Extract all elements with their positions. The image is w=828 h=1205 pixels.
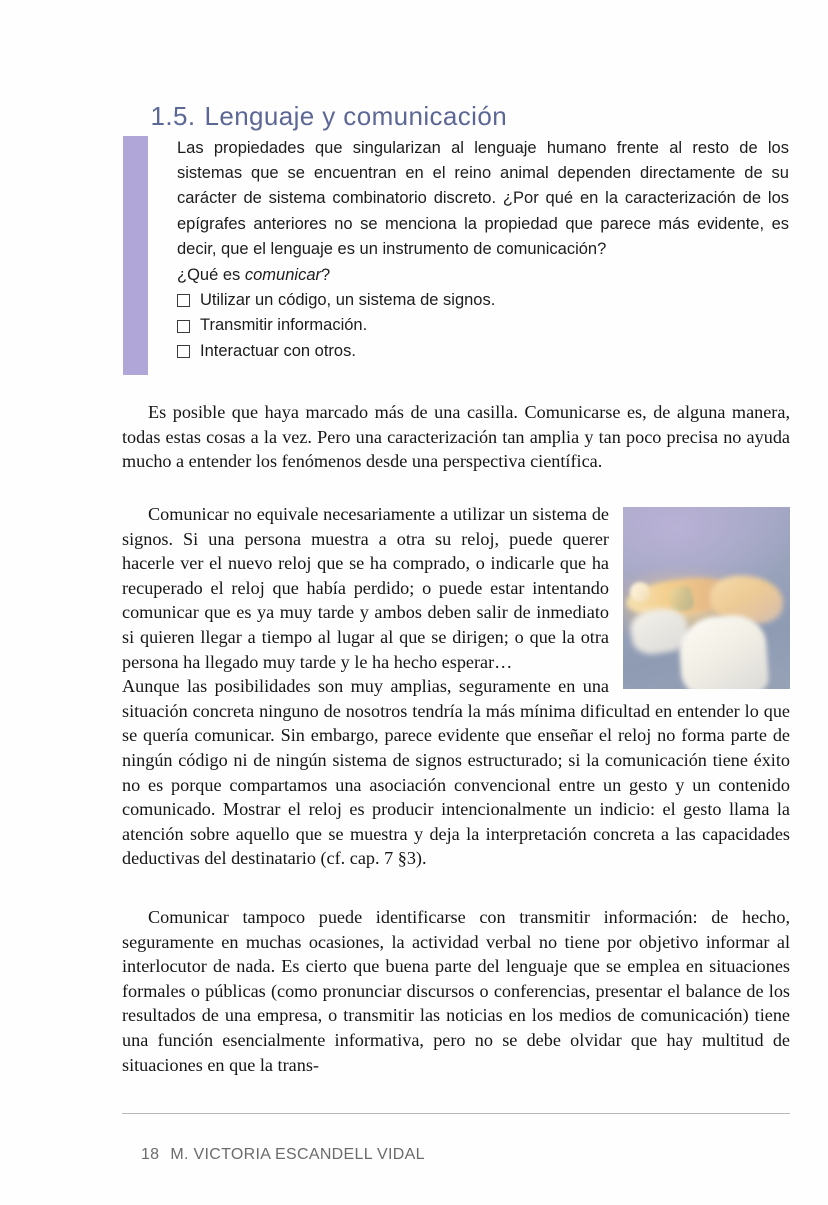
footer-divider [122, 1113, 790, 1114]
option-label: Transmitir información. [200, 316, 368, 335]
option-label: Utilizar un código, un sistema de signos. [200, 291, 496, 310]
list-item[interactable] [177, 339, 790, 364]
checkbox-icon[interactable] [177, 294, 190, 307]
footer-author: M. VICTORIA ESCANDELL VIDAL [170, 1146, 425, 1163]
body-paragraph-1: Es posible que haya marcado más de una casilla. Comunicarse es, de alguna manera, todas estas cosas a la vez. Pero una caracterización tan amplia y tan poco precisa no ayuda mucho a entender los fenómenos desde una perspectiva científica. [122, 402, 790, 472]
question-suffix: ? [321, 266, 331, 285]
section-title-text: Lenguaje y comunicación [204, 101, 508, 131]
checkbox-icon[interactable] [177, 320, 190, 333]
photo-finger [630, 582, 650, 602]
body-paragraph-4-container [122, 905, 790, 1077]
list-item[interactable] [177, 288, 790, 313]
activity-option-list [177, 288, 790, 364]
page-number: 18 [140, 1146, 160, 1163]
figure-text-wrap-block [122, 502, 790, 871]
activity-intro-text: Las propiedades que singularizan al lenguaje humano frente al resto de los sistemas que se encuentran en el reino animal dependen directamente de su carácter de sistema combinatorio discreto. ¿Por qué en la caracterización de los epígrafes anteriores no se menciona la propiedad que parece más evidente, es decir, que el lenguaje es un instrumento de comunicación? [177, 139, 789, 258]
activity-content [177, 136, 790, 364]
body-paragraph-3: Aunque las posibilidades son muy amplias, seguramente en una situación concreta ninguno de nosotros tendría la más mínima dificultad en entender lo que se quería comunicar. Sin embargo, parece evidente que enseñar el reloj no forma parte de ningún código ni de ningún sistema de signos estructurado; si la comunicación tiene éxito no es porque compartamos una asociación convencional entre un gesto y un contenido comunicado. Mostrar el reloj es producir intencionalmente un indicio: el gesto llama la atención sobre aquello que se muestra y deja la interpretación concreta a las capacidades deductivas del destinatario (cf. cap. 7 §3). [122, 676, 790, 869]
body-paragraph-1-container [122, 400, 790, 474]
activity-box [123, 136, 790, 364]
list-item[interactable] [177, 313, 790, 338]
activity-accent-bar [123, 136, 148, 375]
watch-photograph [623, 507, 790, 689]
body-paragraph-2: Comunicar no equivale necesariamente a utilizar un sistema de signos. Si una persona muestra a otra su reloj, puede querer hacerle ver el nuevo reloj que se ha comprado, o indicarle que ha recuperado el reloj que había perdido; o puede estar intentando comunicar que es ya muy tarde y ambos deben salir de inmediato si quieren llegar a tiempo al lugar al que se dirigen; o que la otra persona ha llegado muy tarde y le ha hecho esperar… [122, 504, 609, 672]
page-footer [122, 1128, 425, 1182]
activity-question [177, 262, 790, 288]
question-emphasis: comunicar [244, 266, 321, 285]
body-paragraph-4: Comunicar tampoco puede identificarse con transmitir información: de hecho, seguramente en muchas ocasiones, la actividad verbal no tiene por objetivo informar al interlocutor de nada. Es cierto que buena parte del lenguaje que se emplea en situaciones formales o públicas (como pronunciar discursos o conferencias, presentar el balance de los resultados de una empresa, o transmitir las noticias en los medios de comunicación) tiene una función esencialmente informativa, pero no se debe olvidar que hay multitud de situaciones en que la trans- [122, 907, 790, 1075]
checkbox-icon[interactable] [177, 345, 190, 358]
option-label: Interactuar con otros. [200, 341, 356, 360]
section-number: 1.5. [150, 101, 196, 131]
question-prefix: ¿Qué es [177, 266, 245, 285]
